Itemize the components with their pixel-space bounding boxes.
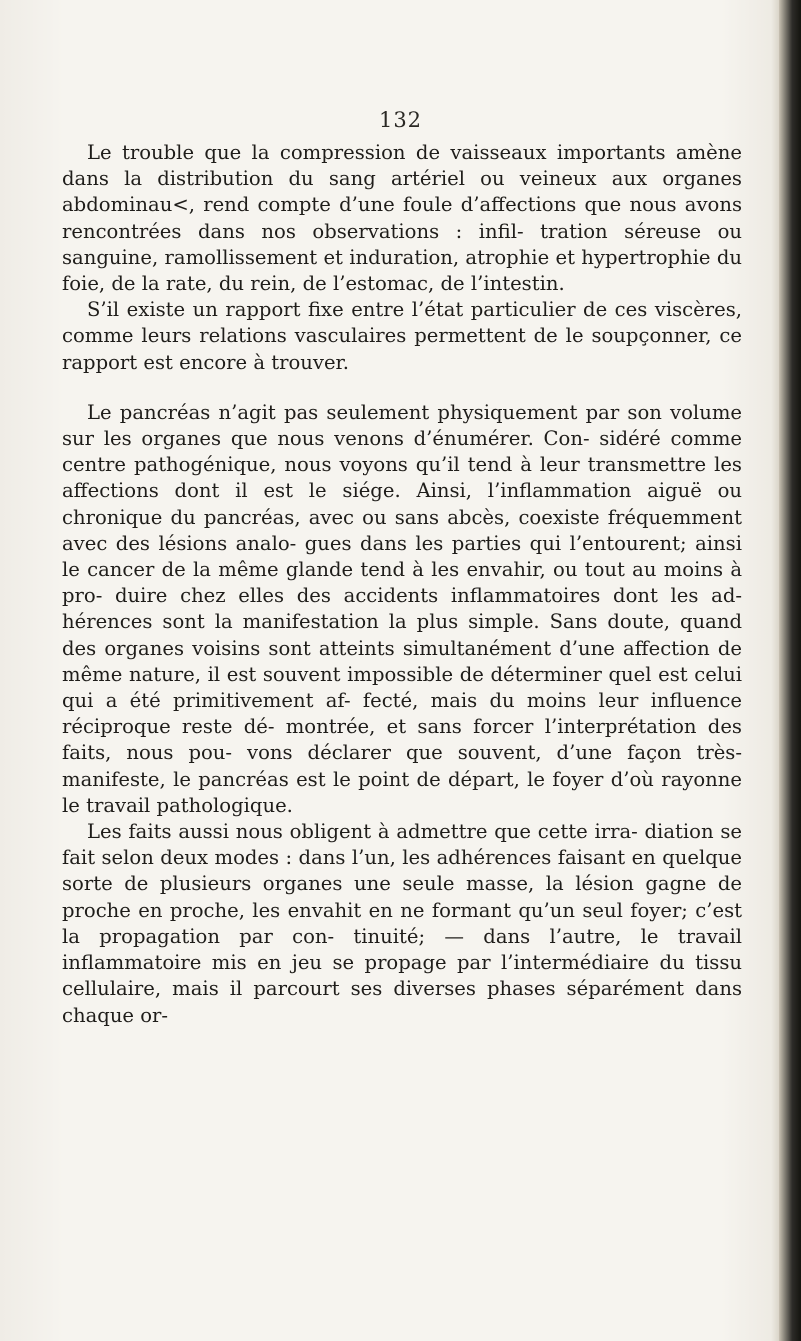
paragraph-irradiation: Les faits aussi nous obligent à admettre que cette irra- diation se fait selon deux modes : dans l’un, les adhérences faisant en quelque sorte de plusieurs organes une seule masse, la lésion gagne de proche en proche, les envahit en ne formant qu’un seul foyer; c’est la propagation par con- tinuité; — dans l’autre, le travail inflammatoire mis en jeu se propage par l’intermédiaire du tissu cellulaire, mais il parcourt ses diverses phases séparément dans chaque or- xyxy=(62,820,742,1027)
paragraph-pancreas-centre: Le pancréas n’agit pas seulement physiquement par son volume sur les organes que nous venons d’énumérer. Con- sidéré comme centre pathogénique, nous voyons qu’il tend à leur transmettre les affections dont il est le siége. Ainsi, l’inflammation aiguë ou chronique du pancréas, avec ou sans abcès, coexiste fréquemment avec des lésions analo- gues dans les parties qui l’entourent; ainsi le cancer de la même glande tend à les envahir, ou tout au moins à pro- duire chez elles des accidents inflammatoires dont les ad- hérences sont la manifestation la plus simple. Sans doute, quand des organes voisins sont atteints simultanément d’une affection de même nature, il est souvent impossible de déterminer quel est celui qui a été primitivement af- fecté, mais du moins leur influence réciproque reste dé- montrée, et sans forcer l’interprétation des faits, nous pou- vons déclarer que souvent, d’une façon très-manifeste, le pancréas est le point de départ, le foyer d’où rayonne le travail pathologique. xyxy=(62,400,742,817)
page-number: 132 xyxy=(378,108,423,132)
page-binding-shadow xyxy=(771,0,779,1341)
paragraph-compression: Le trouble que la compression de vaisseaux importants amène dans la distribution du sang artériel ou veineux aux organes abdominau<, rend compte d’une foule d’affections que nous avons rencontrées dans nos observations : infil- tration séreuse ou sanguine, ramollissement et induration, atrophie et hypertrophie du foie, de la rate, du rein, de l’estomac, de l’intestin. xyxy=(62,141,742,296)
page-binding-edge xyxy=(779,0,801,1341)
paragraph-rapport-fixe: S’il existe un rapport fixe entre l’état particulier de ces viscères, comme leurs relations vasculaires permettent de le soupçonner, ce rapport est encore à trouver. xyxy=(62,298,742,374)
body-text xyxy=(62,140,742,1029)
